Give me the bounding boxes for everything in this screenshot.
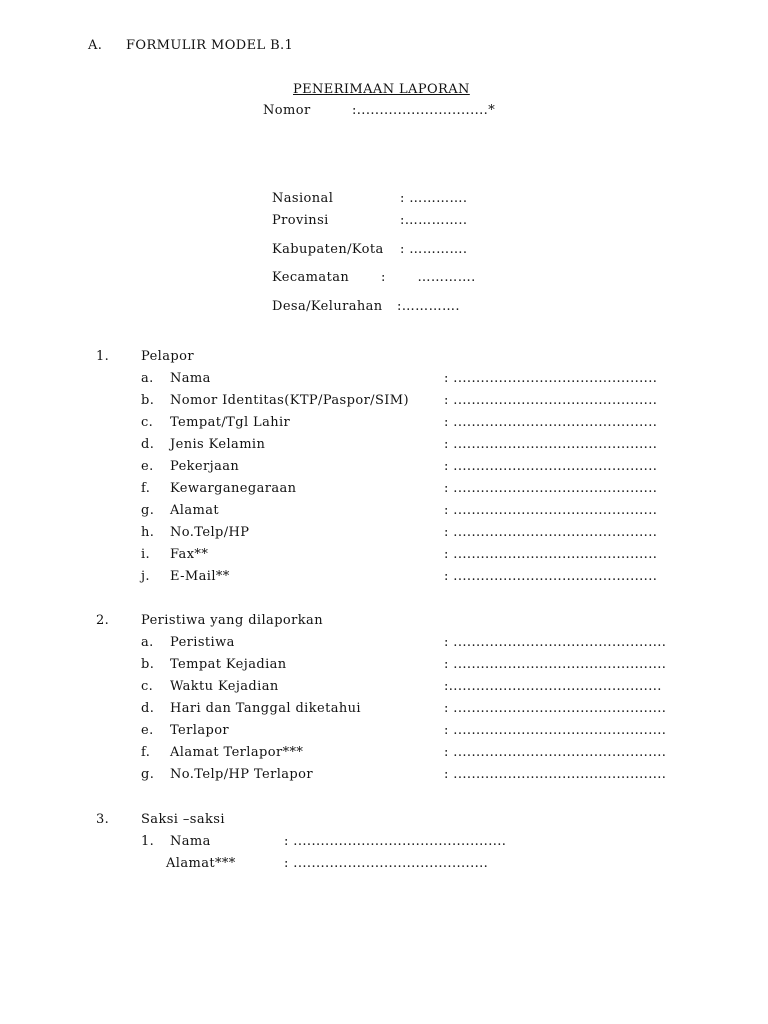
region-label-desa: Desa/Kelurahan <box>272 299 383 314</box>
list-item <box>0 525 768 541</box>
section-title-peristiwa: Peristiwa yang dilaporkan <box>141 613 323 628</box>
item-letter: g. <box>141 767 155 782</box>
region-label-kabupaten: Kabupaten/Kota <box>272 242 384 257</box>
list-item <box>0 701 768 717</box>
item-value-field: : ............................................. <box>444 569 658 584</box>
section-number: 3. <box>96 812 110 827</box>
item-label: Hari dan Tanggal diketahui <box>170 701 361 716</box>
item-value-field: : ............................................... <box>444 723 667 738</box>
item-value-field: : ............................................... <box>444 635 667 650</box>
list-item <box>0 745 768 761</box>
nomor-label: Nomor <box>263 103 311 118</box>
region-value-kabupaten: : …………. <box>400 242 468 257</box>
item-letter: a. <box>141 635 154 650</box>
list-item <box>0 635 768 651</box>
item-letter: c. <box>141 415 154 430</box>
item-label: Kewarganegaraan <box>170 481 297 496</box>
nomor-value: :.............................* <box>352 103 496 118</box>
item-value-field: : ............................................. <box>444 481 658 496</box>
item-value-field: : ............................................... <box>444 767 667 782</box>
section-letter: A. <box>88 38 103 53</box>
item-label: Tempat Kejadian <box>170 657 287 672</box>
item-label: No.Telp/HP <box>170 525 250 540</box>
region-value-desa: :…………. <box>397 299 460 314</box>
item-label: Pekerjaan <box>170 459 240 474</box>
item-label: Nomor Identitas(KTP/Paspor/SIM) <box>170 393 409 408</box>
item-value-field: : ........................................... <box>284 856 489 871</box>
item-label: Nama <box>170 371 211 386</box>
item-label: E-Mail** <box>170 569 230 584</box>
item-label: Terlapor <box>170 723 230 738</box>
item-label: Jenis Kelamin <box>170 437 266 452</box>
item-value-field: : ............................................. <box>444 459 658 474</box>
list-item <box>0 415 768 431</box>
item-label: Alamat Terlapor*** <box>170 745 304 760</box>
item-letter: i. <box>141 547 151 562</box>
item-value-field: : ............................................... <box>444 701 667 716</box>
item-value-field: : ............................................. <box>444 371 658 386</box>
item-value-field: : ............................................. <box>444 393 658 408</box>
item-letter: f. <box>141 481 151 496</box>
list-item <box>0 767 768 783</box>
item-letter: b. <box>141 393 155 408</box>
item-letter: g. <box>141 503 155 518</box>
item-value-field: : ............................................... <box>444 657 667 672</box>
list-item <box>0 481 768 497</box>
item-letter: e. <box>141 459 154 474</box>
list-item <box>0 547 768 563</box>
section-number: 1. <box>96 349 110 364</box>
list-item <box>0 371 768 387</box>
list-item <box>0 679 768 695</box>
section-number: 2. <box>96 613 110 628</box>
item-letter: c. <box>141 679 154 694</box>
form-title: FORMULIR MODEL B.1 <box>126 38 294 53</box>
item-value-field: : ............................................. <box>444 415 658 430</box>
section-title-saksi: Saksi –saksi <box>141 812 225 827</box>
item-label: Tempat/Tgl Lahir <box>170 415 291 430</box>
item-value-field: :............................................... <box>444 679 662 694</box>
region-value-nasional: : …………. <box>400 191 468 206</box>
item-label: No.Telp/HP Terlapor <box>170 767 313 782</box>
item-label: Waktu Kejadian <box>170 679 279 694</box>
item-value-field: : ............................................. <box>444 437 658 452</box>
list-item <box>0 569 768 585</box>
item-letter: e. <box>141 723 154 738</box>
item-letter: d. <box>141 701 155 716</box>
item-letter: h. <box>141 525 155 540</box>
region-label-kecamatan: Kecamatan <box>272 270 350 285</box>
item-value-field: : ............................................. <box>444 503 658 518</box>
item-value-field: : ............................................. <box>444 547 658 562</box>
item-value-field: : ............................................... <box>284 834 507 849</box>
item-number: 1. <box>141 834 155 849</box>
list-item <box>0 834 768 850</box>
item-letter: f. <box>141 745 151 760</box>
item-label: Alamat <box>170 503 219 518</box>
item-label: Fax** <box>170 547 209 562</box>
list-item <box>0 437 768 453</box>
item-label: Nama <box>170 834 211 849</box>
region-label-nasional: Nasional <box>272 191 334 206</box>
region-value-kecamatan: : …………. <box>381 270 476 285</box>
list-item <box>0 657 768 673</box>
document-title: PENERIMAAN LAPORAN <box>293 82 470 97</box>
item-label: Alamat*** <box>166 856 236 871</box>
item-letter: b. <box>141 657 155 672</box>
list-item <box>0 723 768 739</box>
region-value-provinsi: :………….. <box>400 213 468 228</box>
list-item <box>0 503 768 519</box>
item-letter: d. <box>141 437 155 452</box>
list-item <box>0 459 768 475</box>
item-value-field: : ............................................... <box>444 745 667 760</box>
list-item <box>0 393 768 409</box>
region-label-provinsi: Provinsi <box>272 213 329 228</box>
item-value-field: : ............................................. <box>444 525 658 540</box>
section-title-pelapor: Pelapor <box>141 349 194 364</box>
item-label: Peristiwa <box>170 635 235 650</box>
item-letter: j. <box>141 569 150 584</box>
item-letter: a. <box>141 371 154 386</box>
list-item <box>0 856 768 872</box>
